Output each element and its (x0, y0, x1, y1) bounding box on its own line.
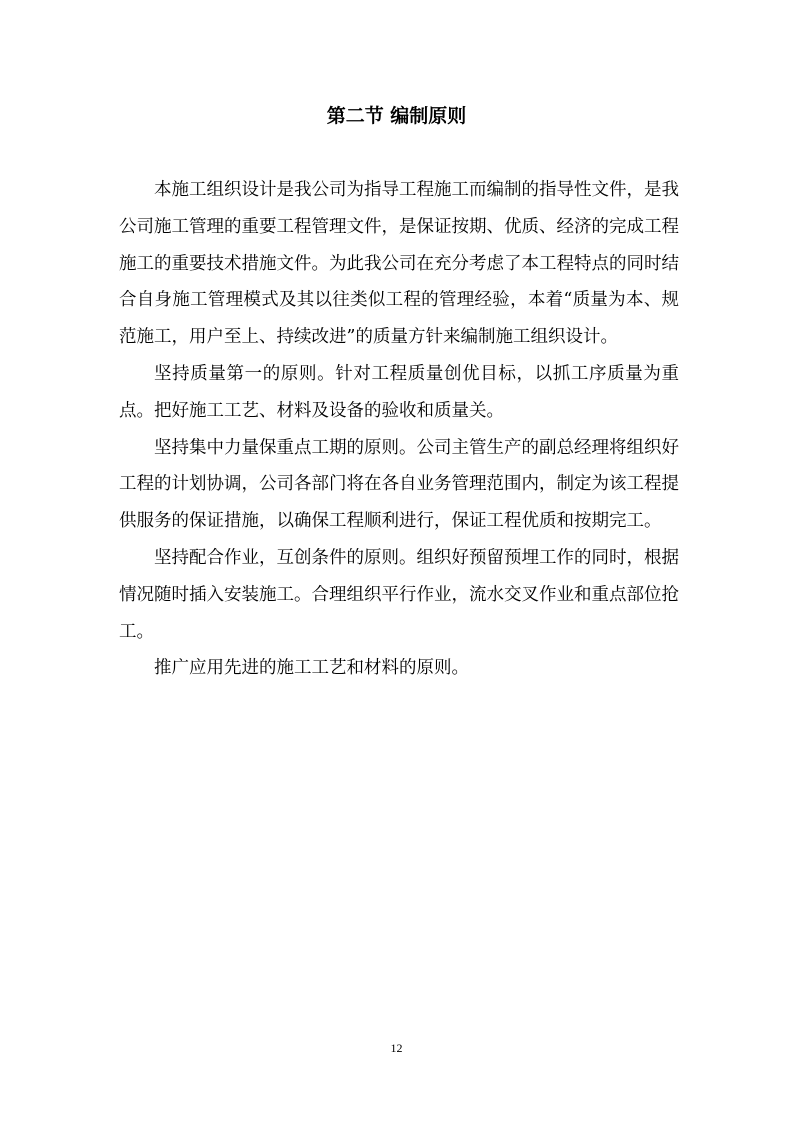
paragraph-quality-first: 坚持质量第一的原则。针对工程质量创优目标，以抓工序质量为重点。把好施工工艺、材料及设备的验收和质量关。 (119, 363, 679, 421)
paragraph-schedule-priority: 坚持集中力量保重点工期的原则。公司主管生产的副总经理将组织好工程的计划协调，公司各部门将在各自业务管理范围内，制定为该工程提供服务的保证措施，以确保工程顺利进行，保证工程优质和按期完工。 (119, 437, 679, 532)
paragraph-advanced-technology: 推广应用先进的施工工艺和材料的原则。 (154, 658, 469, 679)
paragraph-cooperation: 坚持配合作业，互创条件的原则。组织好预留预埋工作的同时，根据情况随时插入安装施工。合理组织平行作业，流水交叉作业和重点部位抢工。 (119, 547, 679, 642)
section-title: 第二节 编制原则 (326, 105, 467, 127)
page-number: 12 (390, 1041, 403, 1055)
body-text (119, 172, 679, 687)
paragraph-intro: 本施工组织设计是我公司为指导工程施工而编制的指导性文件，是我公司施工管理的重要工程管理文件，是保证按期、优质、经济的完成工程施工的重要技术措施文件。为此我公司在充分考虑了本工程特点的同时结合自身施工管理模式及其以往类似工程的管理经验，本着“质量为本、规范施工，用户至上、持续改进”的质量方针来编制施工组织设计。 (119, 180, 679, 348)
